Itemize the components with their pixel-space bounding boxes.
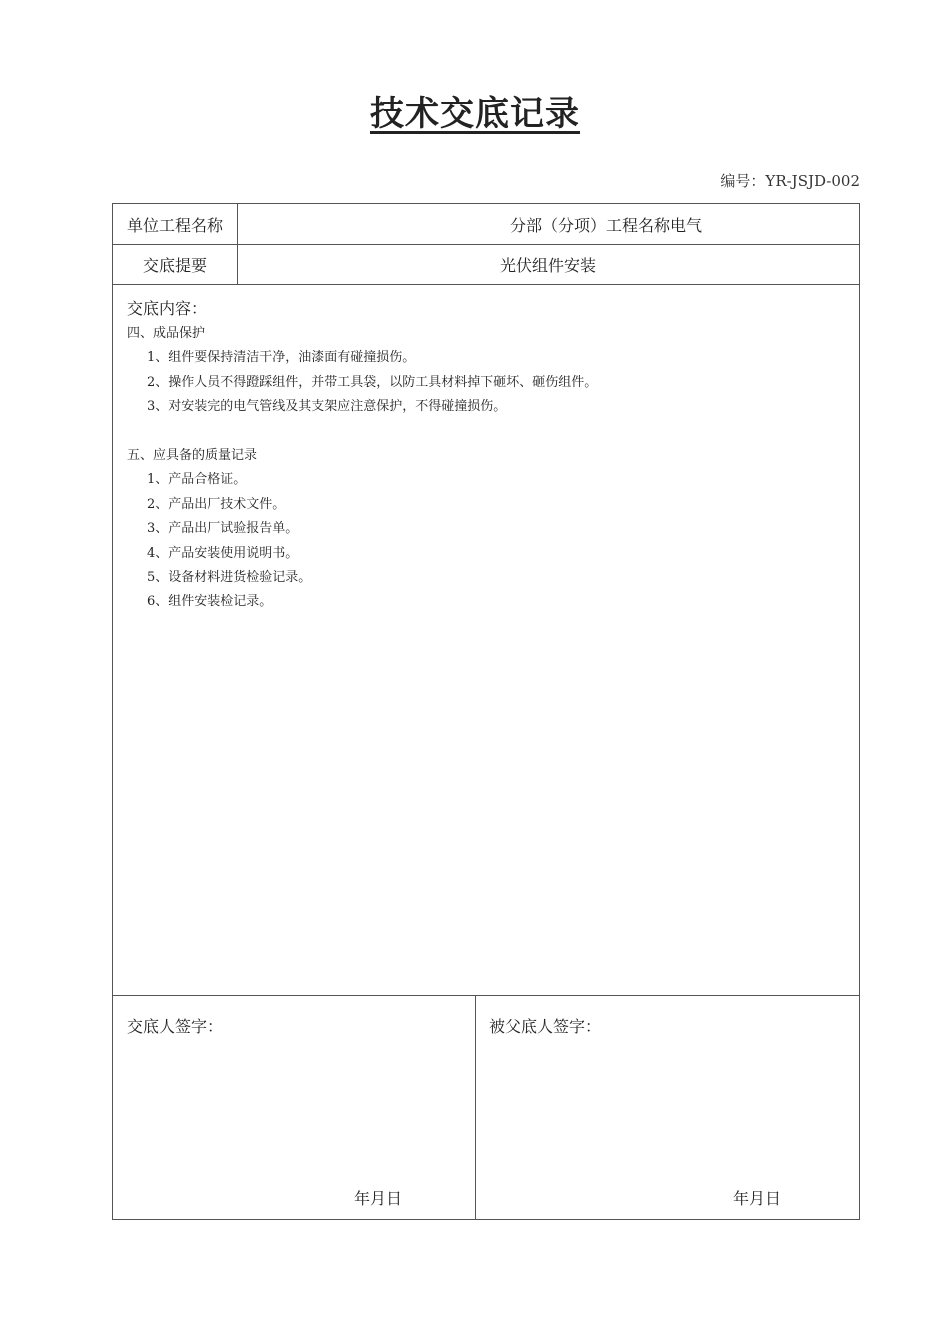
sub-project-text: 分部（分项）工程名称电气 bbox=[509, 215, 702, 235]
discloser-signature-cell bbox=[113, 996, 476, 1219]
unit-name-label: 单位工程名称 bbox=[113, 204, 238, 244]
receiver-signature-label: 被父底人签字： bbox=[489, 1017, 602, 1036]
content-line: 5、设备材料进货检验记录。 bbox=[147, 569, 312, 585]
disclosure-table bbox=[112, 203, 860, 1220]
discloser-signature-label: 交底人签字： bbox=[127, 1017, 224, 1036]
content-line: 1、产品合格证。 bbox=[147, 472, 247, 488]
content-line: 4、产品安装使用说明书。 bbox=[147, 545, 299, 561]
content-lines bbox=[127, 322, 597, 615]
content-line: 3、对安装完的电气管线及其支架应注意保护，不得碰撞损伤。 bbox=[147, 399, 507, 415]
summary-row bbox=[113, 244, 859, 285]
receiver-date: 年月日 bbox=[733, 1189, 782, 1208]
content-line: 3、产品出厂试验报告单。 bbox=[147, 521, 299, 537]
content-line: 2、产品出厂技术文件。 bbox=[147, 496, 286, 512]
content-line: 2、操作人员不得蹬踩组件，并带工具袋，以防工具材料掉下砸坏、砸伤组件。 bbox=[147, 374, 598, 390]
discloser-date: 年月日 bbox=[354, 1189, 403, 1208]
document-code: 编号：YR-JSJD-002 bbox=[720, 172, 860, 190]
content-line: 6、组件安装检记录。 bbox=[147, 594, 273, 610]
content-label: 交底内容： bbox=[127, 299, 208, 318]
content-line: 1、组件要保持清洁干净，油漆面有碰撞损伤。 bbox=[147, 350, 416, 366]
content-cell bbox=[113, 284, 859, 996]
section-heading: 四、成品保护 bbox=[127, 326, 206, 341]
section-heading: 五、应具备的质量记录 bbox=[127, 447, 258, 463]
signature-row bbox=[113, 996, 859, 1219]
receiver-signature-cell bbox=[475, 996, 859, 1219]
summary-value: 光伏组件安装 bbox=[499, 255, 596, 275]
blank-line bbox=[127, 420, 597, 444]
unit-name-row bbox=[113, 204, 859, 245]
page-title: 技术交底记录 bbox=[370, 94, 580, 134]
summary-label: 交底提要 bbox=[113, 244, 238, 284]
